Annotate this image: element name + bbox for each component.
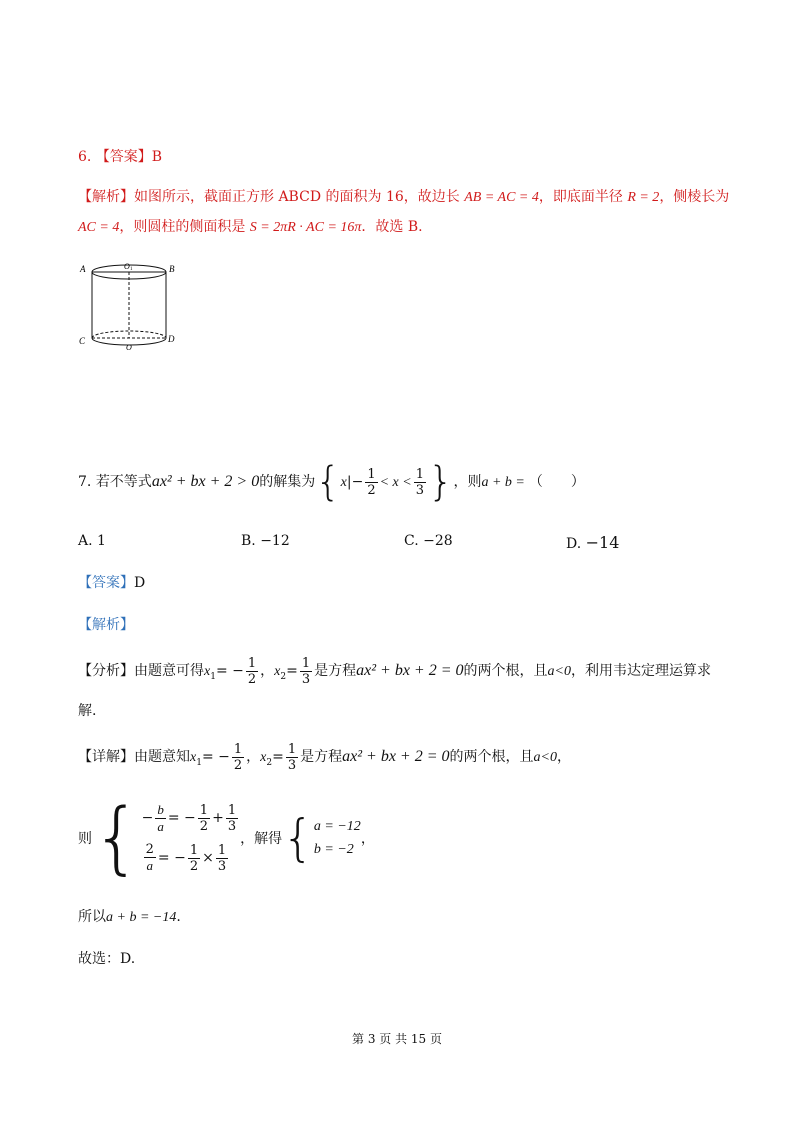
option-c: C. −28 (404, 533, 453, 549)
q7-guxuan: 故选：D. (78, 951, 136, 967)
set-close-brace: } (428, 459, 454, 505)
option-a: A. 1 (78, 533, 106, 549)
page-footer: 第 3 页 共 15 页 (352, 1032, 442, 1046)
q7-stem (78, 459, 585, 505)
q6-eq-ac: AC = 4 (78, 220, 120, 235)
q7-paren: （ ） (528, 474, 585, 490)
q6-line2-end: ．故选 B. (361, 219, 423, 235)
q7-analysis-tag: 【解析】 (78, 617, 134, 633)
set-frac-half: $\frac{1}{2}$ (367, 466, 376, 498)
label-a: A (80, 264, 86, 274)
q6-line1-end: ，侧棱长为 (659, 189, 730, 205)
q6-analysis-line-1 (78, 187, 729, 208)
q7-stem-mid: 的解集为 (259, 474, 316, 490)
q6-analysis-line-2 (78, 217, 423, 238)
q6-eq-s: S = 2πR · AC = 16π (249, 220, 362, 235)
cylinder-figure (74, 258, 184, 354)
label-b: B (169, 264, 175, 274)
set-frac-third: $\frac{1}{3}$ (415, 466, 424, 498)
set-minus: − (351, 474, 364, 490)
set-open-brace: { (315, 459, 341, 505)
q6-analysis-tag: 【解析】 (78, 189, 134, 205)
q7-fenxi-line2: 解. (78, 703, 97, 719)
q6-eq-ab-ac: AB = AC = 4 (464, 190, 539, 205)
q7-answer: 【答案】D (78, 575, 146, 591)
q6-eq-r: R = 2 (627, 190, 660, 205)
q7-stem-post: ，则 (453, 474, 482, 490)
q7-xiangjie: 【详解】由题意知$x_1=$ − $\frac{1}{2}$ ，$x_2=$ $\frac{1}{3}$ 是方程ax² + bx + 2 = 0的两个根，且a<0， (78, 741, 571, 773)
label-o1-sub: 1 (130, 267, 133, 272)
option-b: B. −12 (241, 533, 290, 549)
q7-result: 所以a + b = −14. (78, 909, 181, 925)
q7-number: 7. (78, 474, 92, 490)
q7-system: 则{ − $\frac{b}{a}$ = − $\frac{1}{2}$ + $\frac{1}{3}$ $\frac{2}{a}$ = − $\frac{1}{2}$ × $\frac{1}{3}$ ，解得{ a = −12 b = −2 ， (78, 793, 375, 883)
q6-line2-text: ，则圆柱的侧面积是 (119, 219, 250, 235)
set-bar: | (346, 474, 352, 490)
q7-fenxi: 【分析】由题意可得$x_1=$ − $\frac{1}{2}$ ，$x_2=$ $\frac{1}{3}$ 是方程ax² + bx + 2 = 0的两个根，且a<0，利用韦达定理运算求 (78, 655, 711, 687)
set-x: x (340, 475, 347, 490)
set-lt: < x < (379, 475, 412, 490)
q7-ask: a + b = (481, 475, 525, 490)
q7-stem-pre: 若不等式 (95, 474, 152, 490)
label-o: O (126, 343, 132, 352)
q6-line1-mid: ，即底面半径 (538, 189, 628, 205)
option-d: D. −14 (566, 533, 620, 552)
label-c: C (79, 336, 86, 346)
label-d: D (168, 334, 175, 344)
q6-line1-text: 如图所示，截面正方形 ABCD 的面积为 16，故边长 (134, 189, 465, 205)
q6-answer-label: 6. 【答案】B (78, 149, 163, 165)
q7-inequality: ax² + bx + 2 > 0 (151, 473, 260, 490)
label-o1: O (124, 262, 130, 271)
